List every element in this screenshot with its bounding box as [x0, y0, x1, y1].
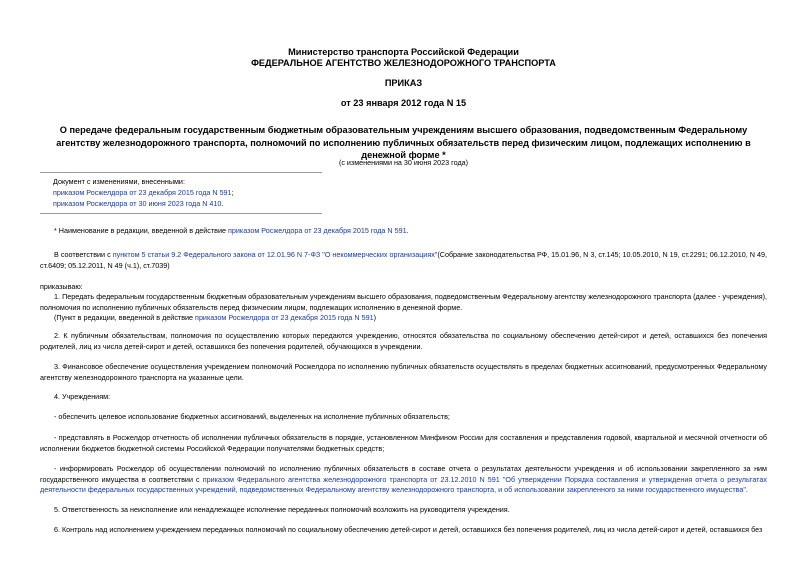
agency-name: ФЕДЕРАЛЬНОЕ АГЕНТСТВО ЖЕЛЕЗНОДОРОЖНОГО ТРАНСПОРТА [251, 58, 556, 68]
change-link-1[interactable]: приказом Росжелдора от 23 декабря 2015 года N 591 [53, 188, 232, 197]
doc-date: от 23 января 2012 года N 15 [340, 98, 467, 108]
paragraph-4c: - информировать Росжелдор об осуществлении полномочий по исполнению публичных обязательств в составе отчета о результатах деятельности учреждения и об использовании закрепленного за ним государственного имущества в соответствии с приказом Федерального агентства железнодорожного транспорта от 23.12.2010 N 591 "Об утверждении Порядка составления и утверждения отчета о результатах деятельности федеральных государственных учреждений, подведомственных Федеральному агентству железнодорожного транспорта, и об использовании закрепленного за ними государственного имущества". [40, 464, 767, 494]
doc-change-1: приказом Росжелдора от 23 декабря 2015 года N 591; [53, 188, 234, 197]
document-title: О передаче федеральным государственным бюджетным образовательным учреждениям высшего образования, подведомственным Федеральному агентству железнодорожного транспорта, полномочий по исполнению публичных обязательств перед физическим лицом, подлежащих исполнению в денежной форме * [56, 125, 751, 160]
divider-top [40, 172, 322, 173]
basis-paragraph: В соответствии с пунктом 5 статьи 9.2 Федерального закона от 12.01.96 N 7-ФЗ "О некоммерческих организациях"(Собрание законодательства РФ, 15.01.96, N 3, ст.145; 10.05.2010, N 19, ст.2291; 06.12.2010, N 49, ст.6409; 05.12.2011, N 49 (ч.1), ст.7039) [40, 250, 767, 270]
law-link[interactable]: пунктом 5 статьи 9.2 Федерального закона от 12.01.96 N 7-ФЗ "О некоммерческих организациях" [112, 250, 438, 259]
paragraph-5: 5. Ответственность за неисполнение или ненадлежащее исполнение переданных полномочий возложить на руководителя учреждения. [54, 505, 510, 514]
paragraph-4a: - обеспечить целевое использование бюджетных ассигнований, выделенных на исполнение публичных обязательств; [54, 412, 450, 421]
doc-type: ПРИКАЗ [384, 78, 423, 88]
edits-note: (с изменениями на 30 июня 2023 года) [338, 158, 469, 167]
divider-bottom [40, 213, 322, 214]
paragraph-6: 6. Контроль над исполнением учреждением переданных полномочий по социальному обеспечению детей-сирот и детей, оставшихся без попечения родителей, лиц из числа детей-сирот и детей, оставшихся без [54, 525, 763, 534]
paragraph-1-note: (Пункт в редакции, введенной в действие приказом Росжелдора от 23 декабря 2015 года N 591) [54, 313, 377, 322]
paragraph-3: 3. Финансовое обеспечение осуществления учреждением полномочий Росжелдора по исполнению публичных обязательств осуществлять в пределах бюджетных ассигнований, предусмотренных Федеральному агентству железнодорожного транспорта на указанные цели. [40, 362, 767, 382]
paragraph-2: 2. К публичным обязательствам, полномочия по осуществлению которых передаются учреждению, относятся обязательства по социальному обеспечению детей-сирот и детей, оставшихся без попечения родителей, лиц из числа детей-сирот и детей, оставшихся без попечения родителей, обучающихся в учреждении. [40, 331, 767, 351]
paragraph-4b: - представлять в Росжелдор отчетность об исполнении публичных обязательств в порядке, установленном Минфином России для составления и представления годовой, квартальной и месячной отчетности об исполнении бюджетов бюджетной системы Российской Федерации получателями бюджетных средств; [40, 433, 767, 453]
order-word: приказываю: [40, 282, 83, 291]
paragraph-1: 1. Передать федеральным государственным бюджетным образовательным учреждениям высшего образования, подведомственным Федеральному агентству железнодорожного транспорта (далее - учреждения), полномочия по исполнению публичных обязательств перед физическим лицом, подлежащих исполнению в денежной форме. [40, 292, 767, 312]
doc-changes-box [53, 176, 234, 209]
p1-note-link[interactable]: приказом Росжелдора от 23 декабря 2015 года N 591 [195, 313, 374, 322]
doc-changes-label: Документ с изменениями, внесенными: [53, 177, 185, 186]
paragraph-4: 4. Учреждениям: [54, 392, 111, 401]
ministry-name: Министерство транспорта Российской Федерации [288, 47, 519, 57]
change-link-2[interactable]: приказом Росжелдора от 30 июня 2023 года N 410 [53, 199, 222, 208]
doc-change-2: приказом Росжелдора от 30 июня 2023 года N 410. [53, 199, 224, 208]
footnote: * Наименование в редакции, введенной в действие приказом Росжелдора от 23 декабря 2015 года N 591. [54, 226, 409, 235]
footnote-link[interactable]: приказом Росжелдора от 23 декабря 2015 года N 591 [228, 226, 407, 235]
order-591-link[interactable]: приказом Федерального агентства железнодорожного транспорта от 23.12.2010 N 591 "Об утверждении Порядка составления и утверждения отчета о результатах деятельности федеральных государственных учреждений, подведомственных Федеральному агентству железнодорожного транспорта, и об использовании закрепленного за ними государственного имущества" [40, 474, 767, 494]
